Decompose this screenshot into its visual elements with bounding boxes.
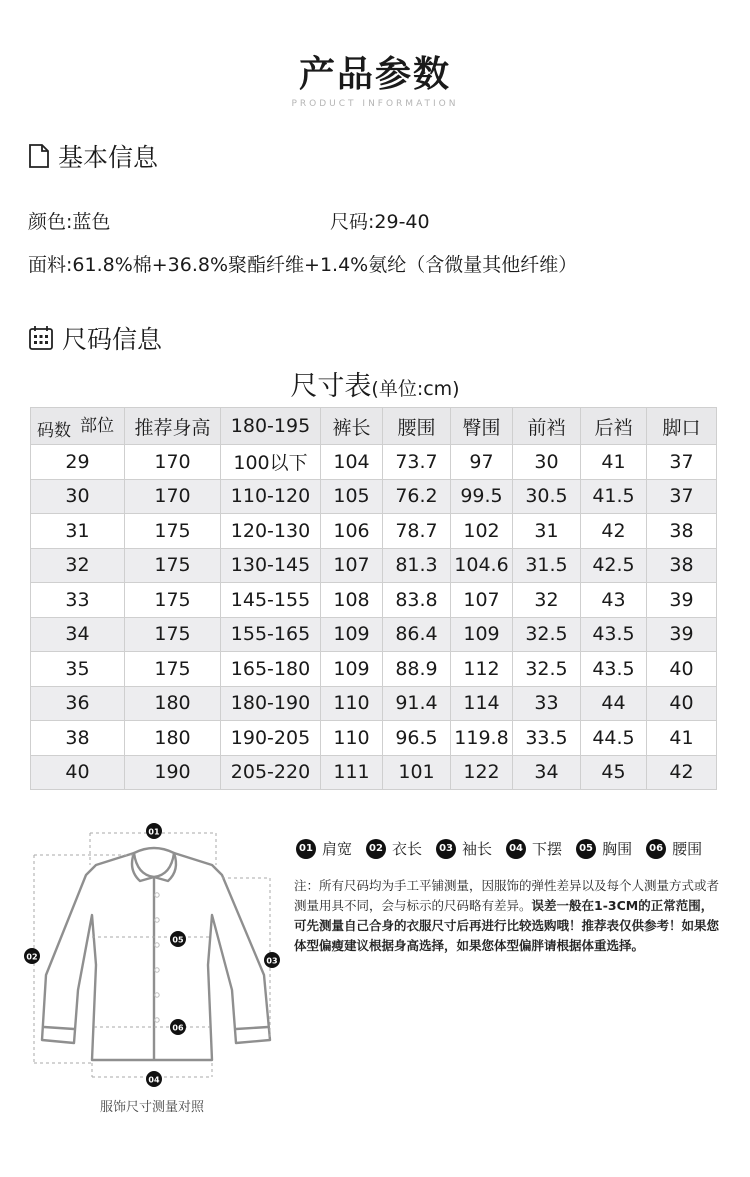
legend-number: 06 (646, 839, 666, 859)
table-cell: 170 (125, 479, 221, 514)
marker-05 (170, 931, 186, 947)
table-row (31, 755, 717, 790)
table-cell: 104 (321, 445, 383, 480)
legend-number: 02 (366, 839, 386, 859)
table-row (31, 548, 717, 583)
table-cell: 155-165 (221, 617, 321, 652)
table-cell: 43.5 (581, 652, 647, 687)
table-cell: 180 (125, 686, 221, 721)
legend-label: 衣长 (392, 840, 423, 858)
table-cell: 42.5 (581, 548, 647, 583)
table-row (31, 617, 717, 652)
note-text: 注：所有尺码均为手工平铺测量，因服饰的弹性差异以及每个人测量方式或者测量用具不同，会与标示的尺码略有差异。 (294, 878, 720, 913)
table-cell: 88.9 (383, 652, 451, 687)
table-cell: 175 (125, 617, 221, 652)
table-cell: 31 (513, 514, 581, 549)
shirt-measurement-diagram (16, 815, 286, 1095)
size-code-cell: 30 (31, 479, 125, 514)
table-cell: 33 (513, 686, 581, 721)
column-header: 前裆 (513, 408, 581, 445)
table-cell: 91.4 (383, 686, 451, 721)
table-corner-cell (31, 408, 125, 445)
size-code-cell: 32 (31, 548, 125, 583)
note-emphasis: 误差一般在1-3CM的正常范围，可先测量自己合身的衣服尺寸后再进行比较选购哦！推荐表仅供参考！如果您体型偏瘦建议根据身高选择，如果您体型偏胖请根据体重选择。 (294, 898, 720, 953)
button-column (155, 893, 159, 1022)
table-cell: 180 (125, 721, 221, 756)
table-row (31, 514, 717, 549)
legend-item (436, 838, 492, 859)
table-cell: 37 (647, 479, 717, 514)
size-code-cell: 31 (31, 514, 125, 549)
size-code-cell: 35 (31, 652, 125, 687)
table-cell: 109 (321, 617, 383, 652)
corner-label-size: 码数 (37, 421, 71, 441)
legend-number: 05 (576, 839, 596, 859)
table-cell: 43.5 (581, 617, 647, 652)
column-header: 180-195 (221, 408, 321, 445)
table-cell: 102 (451, 514, 513, 549)
table-cell: 86.4 (383, 617, 451, 652)
table-cell: 111 (321, 755, 383, 790)
table-cell: 38 (647, 514, 717, 549)
page-title: 产品参数 (298, 54, 451, 95)
svg-text:02: 02 (26, 952, 38, 962)
table-cell: 40 (647, 686, 717, 721)
legend-label: 下摆 (532, 840, 563, 858)
table-cell: 165-180 (221, 652, 321, 687)
table-cell: 205-220 (221, 755, 321, 790)
calendar-icon (28, 325, 54, 351)
table-header-row (31, 408, 717, 445)
size-range-info: 尺码:29-40 (330, 211, 430, 233)
table-cell: 99.5 (451, 479, 513, 514)
legend-label: 袖长 (462, 840, 493, 858)
column-header: 脚口 (647, 408, 717, 445)
table-cell: 175 (125, 514, 221, 549)
table-row (31, 479, 717, 514)
marker-02 (24, 948, 40, 964)
table-cell: 109 (321, 652, 383, 687)
size-info-heading (28, 320, 162, 356)
table-cell: 122 (451, 755, 513, 790)
legend-label: 胸围 (602, 840, 633, 858)
table-cell: 175 (125, 548, 221, 583)
marker-06 (170, 1019, 186, 1035)
table-cell: 32 (513, 583, 581, 618)
table-cell: 106 (321, 514, 383, 549)
table-cell: 109 (451, 617, 513, 652)
marker-03 (264, 952, 280, 968)
column-header: 推荐身高 (125, 408, 221, 445)
table-cell: 145-155 (221, 583, 321, 618)
table-cell: 114 (451, 686, 513, 721)
table-cell: 41 (581, 445, 647, 480)
table-row (31, 652, 717, 687)
size-code-cell: 34 (31, 617, 125, 652)
size-table (30, 407, 717, 790)
table-cell: 73.7 (383, 445, 451, 480)
table-cell: 37 (647, 445, 717, 480)
svg-text:01: 01 (148, 827, 160, 837)
table-cell: 42 (647, 755, 717, 790)
column-header: 臀围 (451, 408, 513, 445)
svg-text:04: 04 (148, 1075, 160, 1085)
table-cell: 44.5 (581, 721, 647, 756)
marker-01 (146, 823, 162, 839)
measurement-legend (296, 838, 716, 859)
table-cell: 42 (581, 514, 647, 549)
table-row (31, 583, 717, 618)
table-row (31, 445, 717, 480)
table-cell: 100以下 (221, 445, 321, 480)
legend-label: 肩宽 (322, 840, 353, 858)
table-cell: 40 (647, 652, 717, 687)
table-cell: 110 (321, 686, 383, 721)
table-cell: 31.5 (513, 548, 581, 583)
table-cell: 97 (451, 445, 513, 480)
table-cell: 120-130 (221, 514, 321, 549)
table-cell: 33.5 (513, 721, 581, 756)
basic-info-heading (28, 138, 158, 174)
table-cell: 81.3 (383, 548, 451, 583)
table-cell: 39 (647, 583, 717, 618)
table-cell: 175 (125, 652, 221, 687)
table-cell: 190 (125, 755, 221, 790)
page-subtitle: PRODUCT INFORMATION (291, 99, 459, 109)
table-cell: 119.8 (451, 721, 513, 756)
fabric-info: 面料:61.8%棉+36.8%聚酯纤维+1.4%氨纶（含微量其他纤维） (28, 254, 578, 276)
table-cell: 190-205 (221, 721, 321, 756)
table-cell: 43 (581, 583, 647, 618)
legend-item (296, 838, 352, 859)
legend-item (576, 838, 632, 859)
table-cell: 41.5 (581, 479, 647, 514)
size-table-title-text: 尺寸表 (290, 371, 372, 402)
table-cell: 101 (383, 755, 451, 790)
table-cell: 96.5 (383, 721, 451, 756)
table-cell: 112 (451, 652, 513, 687)
table-cell: 76.2 (383, 479, 451, 514)
legend-number: 01 (296, 839, 316, 859)
legend-item (646, 838, 702, 859)
size-code-cell: 36 (31, 686, 125, 721)
document-icon (28, 143, 50, 169)
table-cell: 34 (513, 755, 581, 790)
table-cell: 110 (321, 721, 383, 756)
color-info: 颜色:蓝色 (28, 211, 111, 233)
shirt-outline (42, 848, 270, 1060)
table-cell: 108 (321, 583, 383, 618)
size-code-cell: 33 (31, 583, 125, 618)
marker-04 (146, 1071, 162, 1087)
table-cell: 78.7 (383, 514, 451, 549)
table-cell: 30.5 (513, 479, 581, 514)
svg-text:05: 05 (172, 935, 184, 945)
table-cell: 105 (321, 479, 383, 514)
table-row (31, 686, 717, 721)
basic-info-heading-label: 基本信息 (58, 143, 159, 172)
table-cell: 107 (321, 548, 383, 583)
table-cell: 32.5 (513, 652, 581, 687)
measurement-guides (34, 833, 270, 1077)
column-header: 裤长 (321, 408, 383, 445)
table-cell: 38 (647, 548, 717, 583)
size-code-cell: 38 (31, 721, 125, 756)
size-code-cell: 29 (31, 445, 125, 480)
legend-item (366, 838, 422, 859)
legend-number: 03 (436, 839, 456, 859)
size-table-unit: (单位:cm) (371, 378, 460, 400)
legend-item (506, 838, 562, 859)
column-header: 后裆 (581, 408, 647, 445)
table-cell: 30 (513, 445, 581, 480)
size-info-heading-label: 尺码信息 (62, 325, 163, 354)
legend-number: 04 (506, 839, 526, 859)
table-cell: 130-145 (221, 548, 321, 583)
corner-label-part: 部位 (80, 416, 114, 436)
table-cell: 104.6 (451, 548, 513, 583)
table-cell: 175 (125, 583, 221, 618)
table-cell: 41 (647, 721, 717, 756)
table-row (31, 721, 717, 756)
size-code-cell: 40 (31, 755, 125, 790)
legend-label: 腰围 (672, 840, 703, 858)
table-cell: 44 (581, 686, 647, 721)
table-cell: 39 (647, 617, 717, 652)
measurement-note (294, 876, 722, 956)
table-cell: 83.8 (383, 583, 451, 618)
table-cell: 170 (125, 445, 221, 480)
table-cell: 180-190 (221, 686, 321, 721)
table-cell: 110-120 (221, 479, 321, 514)
size-table-title (0, 364, 750, 403)
svg-text:06: 06 (172, 1023, 184, 1033)
column-header: 腰围 (383, 408, 451, 445)
table-cell: 45 (581, 755, 647, 790)
table-cell: 107 (451, 583, 513, 618)
svg-text:03: 03 (266, 956, 278, 966)
diagram-caption: 服饰尺寸测量对照 (99, 1100, 204, 1115)
table-cell: 32.5 (513, 617, 581, 652)
